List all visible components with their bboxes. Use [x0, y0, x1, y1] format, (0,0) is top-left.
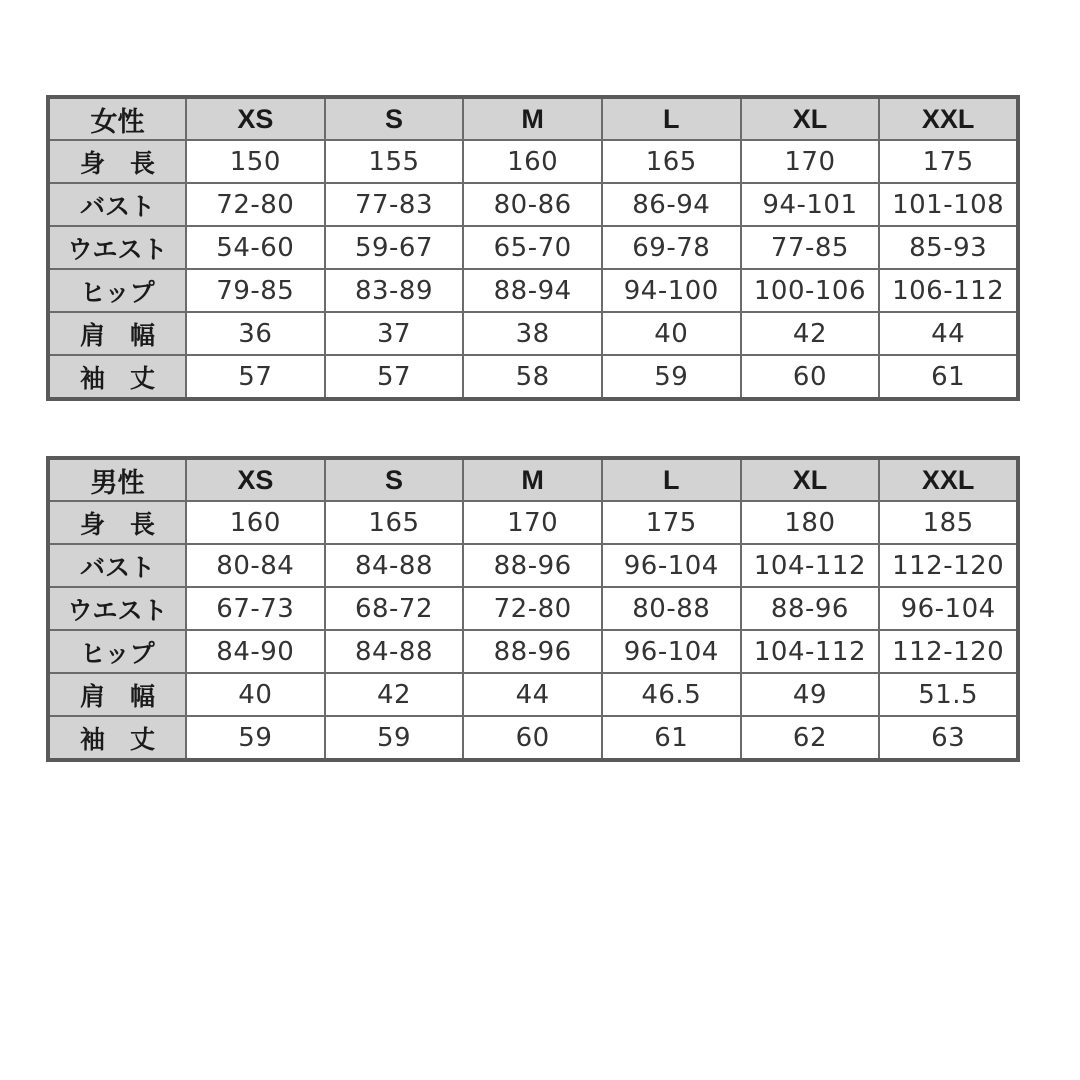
table-cell: 101-108 [879, 183, 1018, 226]
table-cell: 80-88 [602, 587, 741, 630]
table-row [48, 269, 1018, 312]
table-cell: 68-72 [325, 587, 464, 630]
size-header-xxl: XXL [879, 97, 1018, 140]
table-cell: 65-70 [463, 226, 602, 269]
table-cell: 36 [186, 312, 325, 355]
table-cell: 88-96 [741, 587, 880, 630]
row-label-bust: バスト [48, 183, 186, 226]
table-cell: 40 [186, 673, 325, 716]
size-header-xl: XL [741, 97, 880, 140]
table-row [48, 587, 1018, 630]
size-header-xl: XL [741, 458, 880, 501]
row-label-shoulder: 肩 幅 [48, 673, 186, 716]
table-cell: 80-86 [463, 183, 602, 226]
table-row [48, 355, 1018, 399]
row-label-shoulder: 肩 幅 [48, 312, 186, 355]
table-cell: 72-80 [186, 183, 325, 226]
row-label-bust: バスト [48, 544, 186, 587]
size-header-xs: XS [186, 458, 325, 501]
table-row [48, 544, 1018, 587]
table-cell: 44 [879, 312, 1018, 355]
table-cell: 185 [879, 501, 1018, 544]
table-cell: 165 [325, 501, 464, 544]
table-header-row [48, 97, 1018, 140]
men-size-table [46, 456, 1020, 762]
table-cell: 165 [602, 140, 741, 183]
table-cell: 150 [186, 140, 325, 183]
table-cell: 175 [602, 501, 741, 544]
table-cell: 59-67 [325, 226, 464, 269]
table-row [48, 140, 1018, 183]
table-cell: 88-96 [463, 630, 602, 673]
table-cell: 54-60 [186, 226, 325, 269]
table-cell: 58 [463, 355, 602, 399]
table-cell: 49 [741, 673, 880, 716]
table-cell: 155 [325, 140, 464, 183]
table-cell: 86-94 [602, 183, 741, 226]
row-label-hip: ヒップ [48, 630, 186, 673]
table-cell: 61 [602, 716, 741, 760]
table-cell: 96-104 [879, 587, 1018, 630]
table-cell: 77-85 [741, 226, 880, 269]
row-label-height: 身 長 [48, 501, 186, 544]
table-header-row [48, 458, 1018, 501]
table-cell: 57 [186, 355, 325, 399]
row-label-hip: ヒップ [48, 269, 186, 312]
table-cell: 63 [879, 716, 1018, 760]
row-label-waist: ウエスト [48, 226, 186, 269]
women-size-table [46, 95, 1020, 401]
row-label-height: 身 長 [48, 140, 186, 183]
size-header-s: S [325, 458, 464, 501]
table-cell: 170 [463, 501, 602, 544]
row-label-waist: ウエスト [48, 587, 186, 630]
table-cell: 80-84 [186, 544, 325, 587]
table-cell: 96-104 [602, 544, 741, 587]
table-cell: 84-88 [325, 544, 464, 587]
table-cell: 96-104 [602, 630, 741, 673]
table-cell: 84-88 [325, 630, 464, 673]
table-cell: 60 [463, 716, 602, 760]
size-header-l: L [602, 458, 741, 501]
table-cell: 160 [186, 501, 325, 544]
gender-label: 男性 [48, 458, 186, 501]
table-cell: 59 [602, 355, 741, 399]
table-row [48, 716, 1018, 760]
table-cell: 77-83 [325, 183, 464, 226]
table-cell: 94-101 [741, 183, 880, 226]
table-cell: 60 [741, 355, 880, 399]
table-row [48, 312, 1018, 355]
table-cell: 175 [879, 140, 1018, 183]
table-row [48, 673, 1018, 716]
row-label-sleeve: 袖 丈 [48, 716, 186, 760]
table-cell: 57 [325, 355, 464, 399]
table-cell: 100-106 [741, 269, 880, 312]
table-cell: 180 [741, 501, 880, 544]
table-cell: 106-112 [879, 269, 1018, 312]
size-header-m: M [463, 97, 602, 140]
size-header-xxl: XXL [879, 458, 1018, 501]
table-row [48, 630, 1018, 673]
size-header-s: S [325, 97, 464, 140]
table-cell: 94-100 [602, 269, 741, 312]
table-cell: 40 [602, 312, 741, 355]
table-cell: 69-78 [602, 226, 741, 269]
table-cell: 85-93 [879, 226, 1018, 269]
table-cell: 160 [463, 140, 602, 183]
table-cell: 84-90 [186, 630, 325, 673]
size-header-l: L [602, 97, 741, 140]
table-cell: 104-112 [741, 544, 880, 587]
table-cell: 72-80 [463, 587, 602, 630]
table-cell: 59 [186, 716, 325, 760]
size-header-xs: XS [186, 97, 325, 140]
table-cell: 42 [741, 312, 880, 355]
table-cell: 62 [741, 716, 880, 760]
table-cell: 61 [879, 355, 1018, 399]
table-cell: 46.5 [602, 673, 741, 716]
row-label-sleeve: 袖 丈 [48, 355, 186, 399]
table-cell: 83-89 [325, 269, 464, 312]
table-cell: 37 [325, 312, 464, 355]
table-cell: 51.5 [879, 673, 1018, 716]
table-row [48, 501, 1018, 544]
table-cell: 104-112 [741, 630, 880, 673]
size-header-m: M [463, 458, 602, 501]
table-cell: 88-94 [463, 269, 602, 312]
table-cell: 44 [463, 673, 602, 716]
table-row [48, 226, 1018, 269]
table-cell: 112-120 [879, 544, 1018, 587]
table-cell: 38 [463, 312, 602, 355]
table-cell: 112-120 [879, 630, 1018, 673]
table-cell: 42 [325, 673, 464, 716]
table-cell: 79-85 [186, 269, 325, 312]
gender-label: 女性 [48, 97, 186, 140]
table-cell: 88-96 [463, 544, 602, 587]
table-cell: 170 [741, 140, 880, 183]
table-cell: 67-73 [186, 587, 325, 630]
table-cell: 59 [325, 716, 464, 760]
table-row [48, 183, 1018, 226]
